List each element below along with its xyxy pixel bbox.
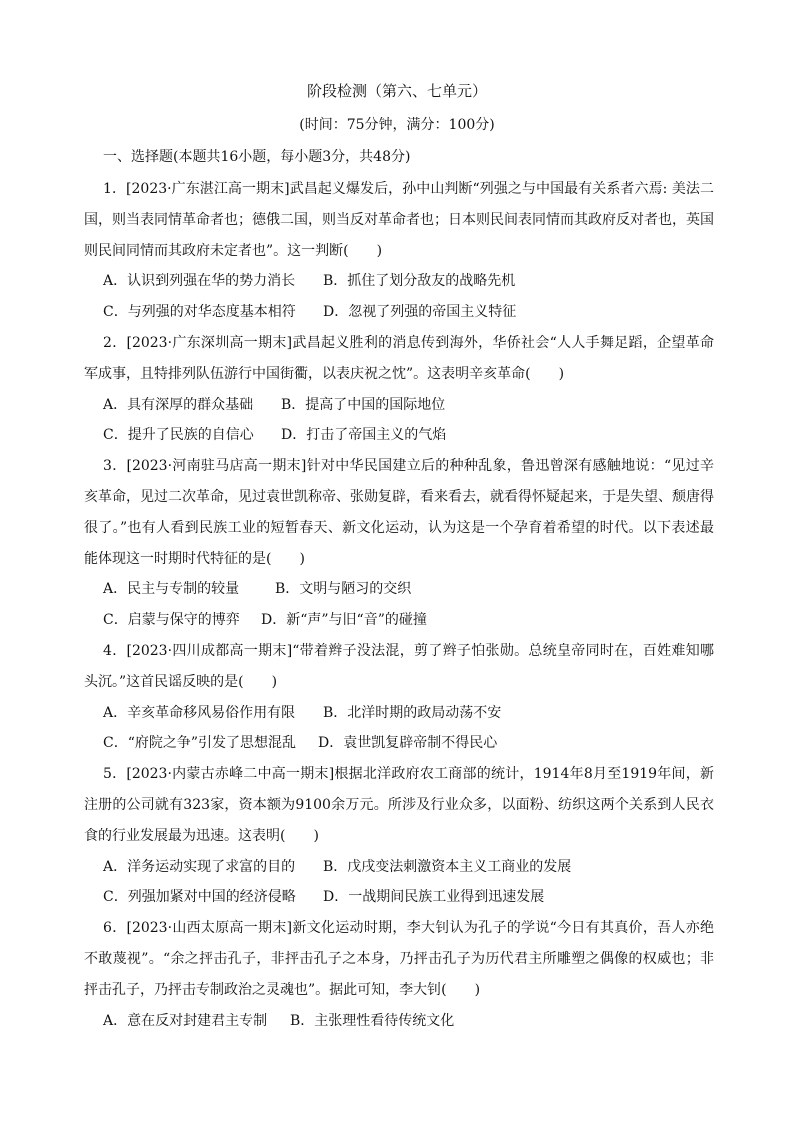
question-stem: 1．[2023·广东湛江高一期末]武昌起义爆发后，孙中山判断“列强之与中国最有关系者六焉: 美法二国，则当表同情革命者也；德俄二国，则当反对革命者也；日本则民间表同情而其政府反对者也，英国则民间同情而其政府未定者也”。这一判断( ) (84, 181, 714, 259)
option-c: C．“府院之争”引发了思想混乱 (103, 735, 297, 752)
question-1 (84, 174, 714, 328)
exam-info: (时间：75分钟，满分：100分) (299, 117, 495, 133)
option-d: D．袁世凯复辟帝制不得民心 (318, 735, 498, 752)
option-d: D．一战期间民族工业得到迅速发展 (323, 889, 545, 906)
question-5 (84, 759, 714, 913)
question-4 (84, 636, 714, 759)
option-b: B．文明与陋习的交织 (275, 581, 412, 598)
option-b: B．北洋时期的政局动荡不安 (323, 704, 502, 721)
option-c: C．提升了民族的自信心 (103, 427, 254, 444)
question-stem: 2．[2023·广东深圳高一期末]武昌起义胜利的消息传到海外，华侨社会“人人手舞足蹈，企望革命军成事，且特排列队伍游行中国街衢，以表庆祝之忱”。这表明辛亥革命( ) (84, 334, 714, 382)
option-c: C．列强加紧对中国的经济侵略 (103, 889, 296, 906)
question-stem: 5．[2023·内蒙古赤峰二中高一期末]根据北洋政府农工商部的统计，1914年8月至1919年间，新注册的公司就有323家，资本额为9100余万元。所涉及行业众多，以面粉、纺织这两个关系到人民衣食的行业发展最为迅速。这表明( ) (84, 766, 714, 844)
option-a: A．民主与专制的较量 (103, 581, 240, 598)
option-a: A．意在反对封建君主专制 (103, 1012, 268, 1029)
question-stem: 4．[2023·四川成都高一期末]“带着辫子没法混，剪了辫子怕张勋。总统皇帝同时在，百姓难知哪头沉。”这首民谣反映的是( ) (84, 642, 714, 690)
option-b: B．主张理性看待传统文化 (290, 1012, 455, 1029)
option-b: B．戊戌变法刺激资本主义工商业的发展 (323, 858, 572, 875)
page-title: 阶段检测（第六、七单元） (306, 82, 487, 100)
section-heading: 一、选择题(本题共16小题，每小题3分，共48分) (103, 149, 411, 165)
option-d: D．新“声”与旧“音”的碰撞 (261, 612, 427, 629)
option-a: A．辛亥革命移风易俗作用有限 (103, 704, 296, 721)
option-d: D．打击了帝国主义的气焰 (281, 427, 447, 444)
option-b: B．抓住了划分敌友的战略先机 (323, 273, 516, 290)
option-a: A．具有深厚的群众基础 (103, 396, 254, 413)
option-c: C．启蒙与保守的博弈 (103, 612, 240, 629)
question-list (84, 174, 714, 1036)
option-c: C．与列强的对华态度基本相符 (103, 304, 296, 321)
question-3 (84, 451, 714, 636)
question-stem: 3．[2023·河南驻马店高一期末]针对中华民国建立后的种种乱象，鲁迅曾深有感触地说：“见过辛亥革命，见过二次革命，见过袁世凯称帝、张勋复辟，看来看去，就看得怀疑起来，于是失望、颓唐得很了。”也有人看到民族工业的短暂春天、新文化运动，认为这是一个孕育着希望的时代。以下表述最能体现这一时期时代特征的是( ) (84, 458, 714, 567)
option-a: A．认识到列强在华的势力消长 (103, 273, 296, 290)
option-d: D．忽视了列强的帝国主义特征 (323, 304, 517, 321)
question-stem: 6．[2023·山西太原高一期末]新文化运动时期，李大钊认为孔子的学说“今日有其真价，吾人亦绝不敢蔑视”。“余之抨击孔子，非抨击孔子之本身，乃抨击孔子为历代君主所雕塑之偶像的权威也；非抨击孔子，乃抨击专制政治之灵魂也”。据此可知，李大钊( ) (84, 920, 714, 998)
question-2 (84, 328, 714, 451)
option-b: B．提高了中国的国际地位 (281, 396, 446, 413)
question-6 (84, 913, 714, 1036)
option-a: A．洋务运动实现了求富的目的 (103, 858, 296, 875)
